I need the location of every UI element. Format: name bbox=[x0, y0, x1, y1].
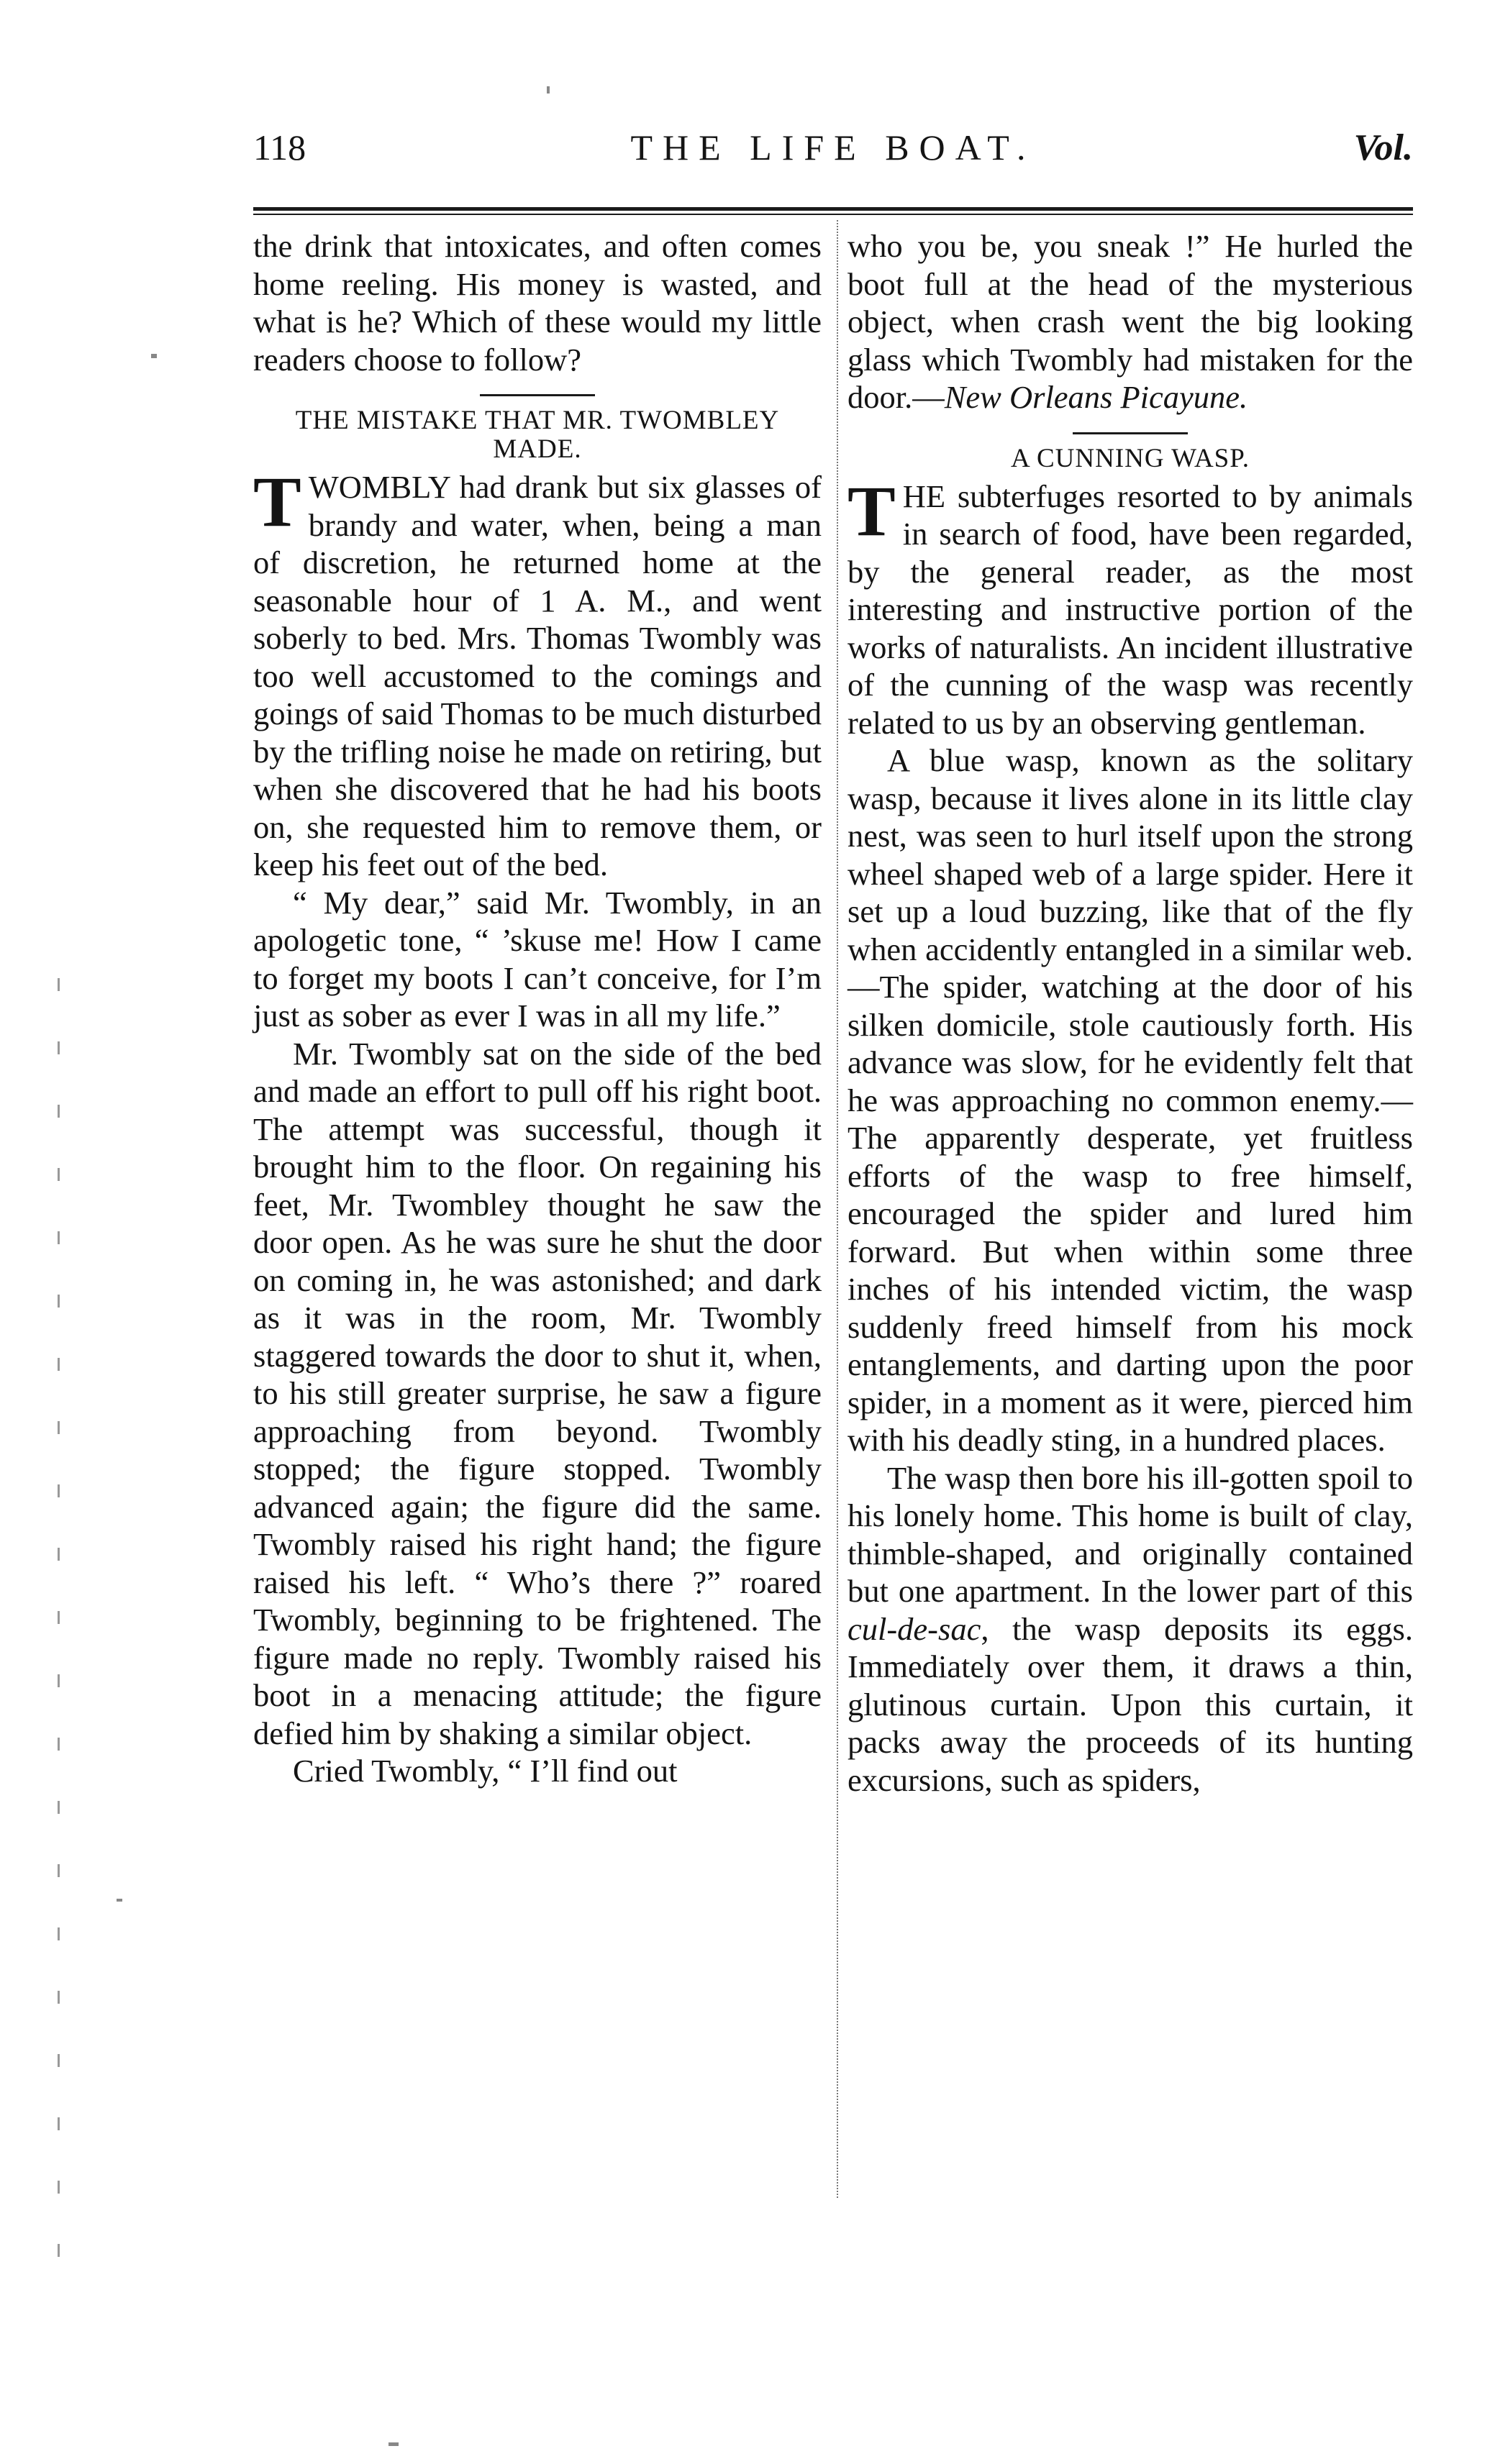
header-rule bbox=[253, 207, 1413, 211]
speck bbox=[58, 1168, 60, 1181]
story-continuation bbox=[848, 227, 1413, 416]
speck bbox=[547, 86, 550, 93]
intro-paragraph: the drink that intoxicates, and often comes home reeling. His money is wasted, and what is he? Which of these would my little readers choose to follow? bbox=[253, 228, 822, 378]
story-paragraph: Mr. Twombly sat on the side of the bed and made an effort to pull off his right boot. The attempt was successful, though it brought him to the floor. On regaining his feet, Mr. Twombley thought he saw the door open. As he was sure he shut the door on coming in, he was astonished; and dark as it was in the room, Mr. Twombly staggered towards the door to shut it, when, to his still greater surprise, he saw a figure approaching from beyond. Twombly stopped; the figure stopped. Twombly advanced again; the figure did the same. Twombly raised his right hand; the figure raised his left. “ Who’s there ?” roared Twombly, beginning to be frightened. The figure made no reply. Twombly raised his boot in a menacing attitude; the figure defied him by shaking a similar object. bbox=[253, 1035, 822, 1751]
story-paragraph: A blue wasp, known as the solitary wasp, because it lives alone in its little clay nest, was seen to hurl itself upon the strong wheel shaped web of a large spider. Here it set up a loud buzzing, like that of the fly when accidently entangled in a similar web.—The spider, watching at the door of his silken domicile, stole cautiously forth. His advance was slow, for he evidently felt that he was approaching no common enemy.—The apparently desperate, yet fruitless efforts of the wasp to free himself, encouraged the spider and lured him forward. But when within some three inches of his intended victim, the wasp suddenly freed himself from his mock entanglements, and darting upon the poor spider, in a moment as it were, pierced him with his deadly sting, in a hundred places. bbox=[848, 742, 1413, 1458]
speck bbox=[58, 1674, 60, 1687]
speck bbox=[58, 2117, 60, 2130]
speck bbox=[58, 1421, 60, 1434]
italic-term: cul-de-sac bbox=[848, 1610, 981, 1647]
story-paragraph: “ My dear,” said Mr. Twombly, in an apologetic tone, “ ’skuse me! How I came to forget my boots I can’t conceive, for I’m just as sober as ever I was in all my life.” bbox=[253, 884, 822, 1033]
speck bbox=[58, 1105, 60, 1118]
header-rule-thin bbox=[253, 214, 1413, 215]
paragraph-text: , the wasp deposits its eggs. Immediately over them, it draws a thin, glutinous curtain. Upon this curtain, it packs away the proceeds of its hunting excursions, such as spiders, bbox=[848, 1610, 1413, 1798]
speck bbox=[58, 978, 60, 991]
speck bbox=[388, 2442, 399, 2446]
margin-specks bbox=[52, 978, 66, 2345]
running-title: THE LIFE BOAT. bbox=[630, 127, 1036, 168]
speck bbox=[58, 1295, 60, 1308]
speck bbox=[58, 1484, 60, 1497]
section-rule bbox=[1073, 432, 1188, 434]
speck bbox=[58, 1801, 60, 1814]
drop-cap: T bbox=[253, 462, 301, 542]
drop-cap: T bbox=[848, 470, 896, 551]
speck bbox=[117, 1899, 122, 1902]
speck bbox=[58, 1864, 60, 1877]
speck bbox=[58, 1041, 60, 1054]
speck bbox=[58, 1738, 60, 1751]
paragraph-text: who you be, you sneak !” He hurled the boot full at the head of the mysterious object, when crash went the big looking glass which Twombly had mistaken for the door.— bbox=[848, 228, 1413, 415]
speck bbox=[58, 1927, 60, 1940]
volume-label: Vol. bbox=[1353, 127, 1413, 168]
speck bbox=[58, 2054, 60, 2067]
column-divider bbox=[837, 220, 838, 2198]
speck bbox=[58, 1991, 60, 2004]
speck bbox=[58, 2244, 60, 2257]
paragraph-text: The wasp then bore his ill-gotten spoil to his lonely home. This home is built of clay, thimble-shaped, and originally contained but one apartment. In the lower part of this bbox=[848, 1459, 1413, 1609]
paragraph-text: WOMBLY had drank but six glasses of brandy and water, when, being a man of discretion, he returned home at the seasonable hour of 1 A. M., and went soberly to bed. Mrs. Thomas Twombly was too well accustomed to the comings and goings of said Thomas to be much disturbed by the trifling noise he made on retiring, but when she discovered that he had his boots on, she requested him to remove them, or keep his feet out of the bed. bbox=[253, 469, 822, 882]
page-number: 118 bbox=[253, 127, 306, 168]
story-paragraph bbox=[848, 470, 1413, 742]
source-attribution: New Orleans Picayune. bbox=[944, 379, 1248, 415]
story-heading-twombley: THE MISTAKE THAT MR. TWOMBLEY MADE. bbox=[295, 406, 780, 464]
story-heading-wasp: A CUNNING WASP. bbox=[1011, 443, 1250, 473]
speck bbox=[151, 354, 157, 358]
left-column bbox=[253, 227, 822, 1790]
story-paragraph bbox=[253, 462, 822, 884]
speck bbox=[58, 1611, 60, 1624]
right-column bbox=[848, 227, 1413, 1799]
page-header bbox=[253, 127, 1413, 177]
speck bbox=[58, 2181, 60, 2194]
section-rule bbox=[480, 394, 595, 396]
speck bbox=[58, 1358, 60, 1371]
story-paragraph: Cried Twombly, “ I’ll find out bbox=[293, 1753, 678, 1789]
speck bbox=[58, 1548, 60, 1561]
story-paragraph bbox=[848, 1459, 1413, 1799]
paragraph-text: HE subterfuges resorted to by animals in search of food, have been regarded, by the general reader, as the most interesting and instructive portion of the works of naturalists. An incident illustrative of the cunning of the wasp was recently related to us by an observing gentleman. bbox=[848, 478, 1413, 741]
speck bbox=[58, 1231, 60, 1244]
